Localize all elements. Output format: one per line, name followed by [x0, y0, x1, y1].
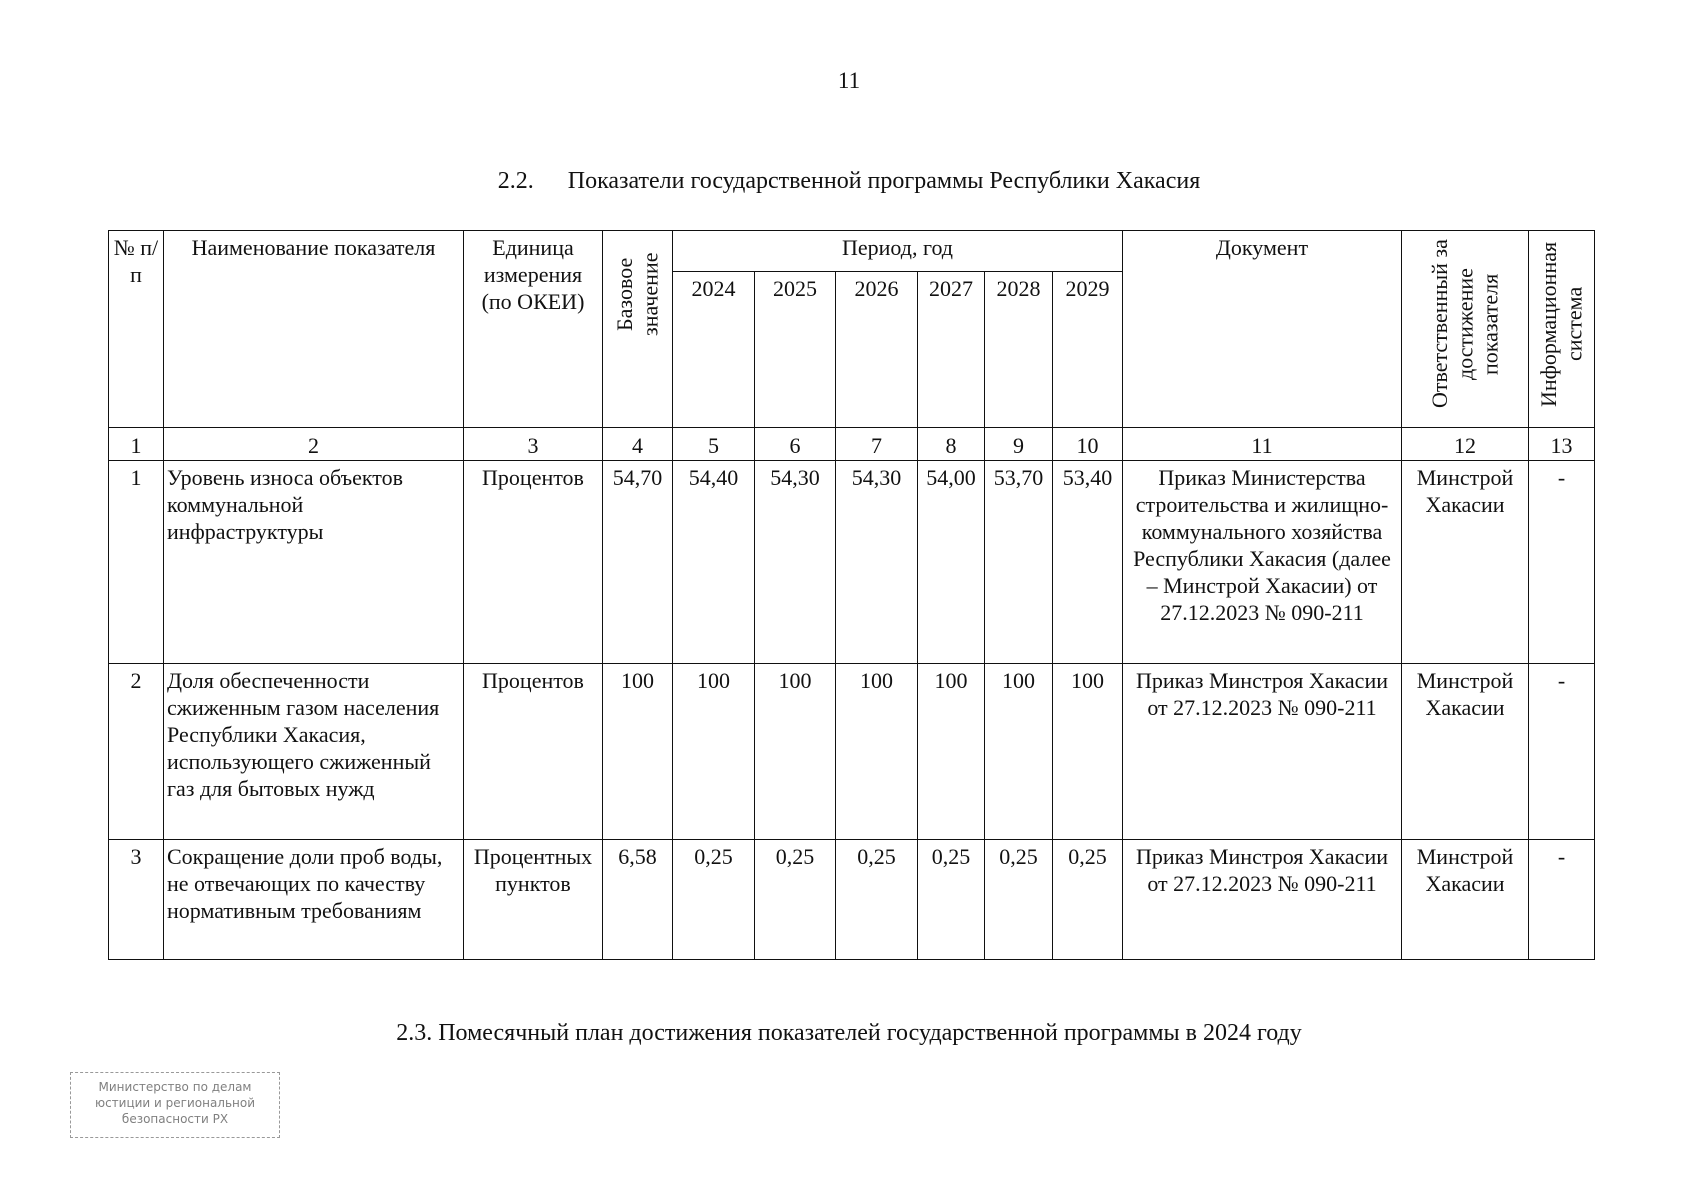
row-value-2024: 100	[673, 664, 755, 840]
stamp-line: Министерство по делам	[98, 1080, 252, 1094]
column-number: 10	[1053, 428, 1123, 461]
header-year: 2025	[755, 272, 836, 428]
column-number: 9	[985, 428, 1053, 461]
row-value-2028: 0,25	[985, 840, 1053, 960]
header-period: Период, год	[673, 231, 1123, 272]
row-num: 3	[109, 840, 164, 960]
column-number: 7	[836, 428, 918, 461]
column-number: 8	[918, 428, 985, 461]
header-responsible-text: Ответственный за достижение показателя	[1427, 239, 1503, 409]
header-unit: Единица измерения (по ОКЕИ)	[464, 231, 603, 428]
table-row	[109, 664, 1595, 840]
row-base: 54,70	[603, 461, 673, 664]
header-name: Наименование показателя	[164, 231, 464, 428]
row-value-2024: 0,25	[673, 840, 755, 960]
column-number: 6	[755, 428, 836, 461]
header-base-text: Базовое значение	[612, 252, 663, 336]
row-value-2026: 100	[836, 664, 918, 840]
row-value-2027: 54,00	[918, 461, 985, 664]
header-info-system	[1529, 231, 1595, 428]
row-value-2029: 53,40	[1053, 461, 1123, 664]
row-value-2024: 54,40	[673, 461, 755, 664]
column-number: 5	[673, 428, 755, 461]
header-year: 2024	[673, 272, 755, 428]
section-number: 2.2.	[497, 168, 534, 194]
row-value-2025: 100	[755, 664, 836, 840]
header-document: Документ	[1123, 231, 1402, 428]
row-value-2029: 0,25	[1053, 840, 1123, 960]
column-number: 3	[464, 428, 603, 461]
header-num: № п/п	[109, 231, 164, 428]
header-year: 2026	[836, 272, 918, 428]
row-value-2025: 54,30	[755, 461, 836, 664]
column-number: 1	[109, 428, 164, 461]
section-heading: Показатели государственной программы Республики Хакасия	[567, 168, 1201, 194]
row-num: 1	[109, 461, 164, 664]
row-document: Приказ Минстроя Хакасии от 27.12.2023 № 090-211	[1123, 840, 1402, 960]
column-number: 11	[1123, 428, 1402, 461]
row-value-2027: 100	[918, 664, 985, 840]
row-info-system: -	[1529, 461, 1595, 664]
row-value-2027: 0,25	[918, 840, 985, 960]
column-number: 4	[603, 428, 673, 461]
stamp-line: безопасности РХ	[121, 1112, 229, 1127]
header-year: 2028	[985, 272, 1053, 428]
section-title-2-3: 2.3. Помесячный план достижения показателей государственной программы в 2024 году	[396, 1020, 1302, 1046]
row-num: 2	[109, 664, 164, 840]
row-value-2026: 0,25	[836, 840, 918, 960]
row-document: Приказ Минстроя Хакасии от 27.12.2023 № 090-211	[1123, 664, 1402, 840]
header-info-system-text: Информационная система	[1536, 241, 1587, 407]
row-value-2026: 54,30	[836, 461, 918, 664]
table-row	[109, 461, 1595, 664]
column-number: 2	[164, 428, 464, 461]
row-base: 6,58	[603, 840, 673, 960]
header-year: 2027	[918, 272, 985, 428]
header-responsible	[1402, 231, 1529, 428]
row-unit: Процентов	[464, 461, 603, 664]
row-responsible: Минстрой Хакасии	[1402, 840, 1529, 960]
indicators-table	[108, 230, 1595, 960]
row-name: Доля обеспеченности сжиженным газом населения Республики Хакасия, использующего сжиженный газ для бытовых нужд	[164, 664, 464, 840]
header-base	[603, 231, 673, 428]
row-value-2029: 100	[1053, 664, 1123, 840]
page-number: 11	[837, 68, 861, 93]
column-numbers-row	[109, 428, 1595, 461]
registration-stamp	[70, 1072, 280, 1138]
row-value-2025: 0,25	[755, 840, 836, 960]
row-unit: Процентных пунктов	[464, 840, 603, 960]
row-name: Уровень износа объектов коммунальной инфраструктуры	[164, 461, 464, 664]
header-year: 2029	[1053, 272, 1123, 428]
column-number: 13	[1529, 428, 1595, 461]
row-document: Приказ Министерства строительства и жилищно-коммунального хозяйства Республики Хакасия (далее – Минстрой Хакасии) от 27.12.2023 № 090-211	[1123, 461, 1402, 664]
row-base: 100	[603, 664, 673, 840]
row-name: Сокращение доли проб воды, не отвечающих по качеству нормативным требованиям	[164, 840, 464, 960]
row-responsible: Минстрой Хакасии	[1402, 664, 1529, 840]
row-value-2028: 100	[985, 664, 1053, 840]
row-unit: Процентов	[464, 664, 603, 840]
row-info-system: -	[1529, 840, 1595, 960]
stamp-line: юстиции и региональной	[94, 1096, 256, 1111]
row-info-system: -	[1529, 664, 1595, 840]
row-responsible: Минстрой Хакасии	[1402, 461, 1529, 664]
section-title-2-2	[0, 168, 1698, 195]
row-value-2028: 53,70	[985, 461, 1053, 664]
column-number: 12	[1402, 428, 1529, 461]
table-row	[109, 840, 1595, 960]
